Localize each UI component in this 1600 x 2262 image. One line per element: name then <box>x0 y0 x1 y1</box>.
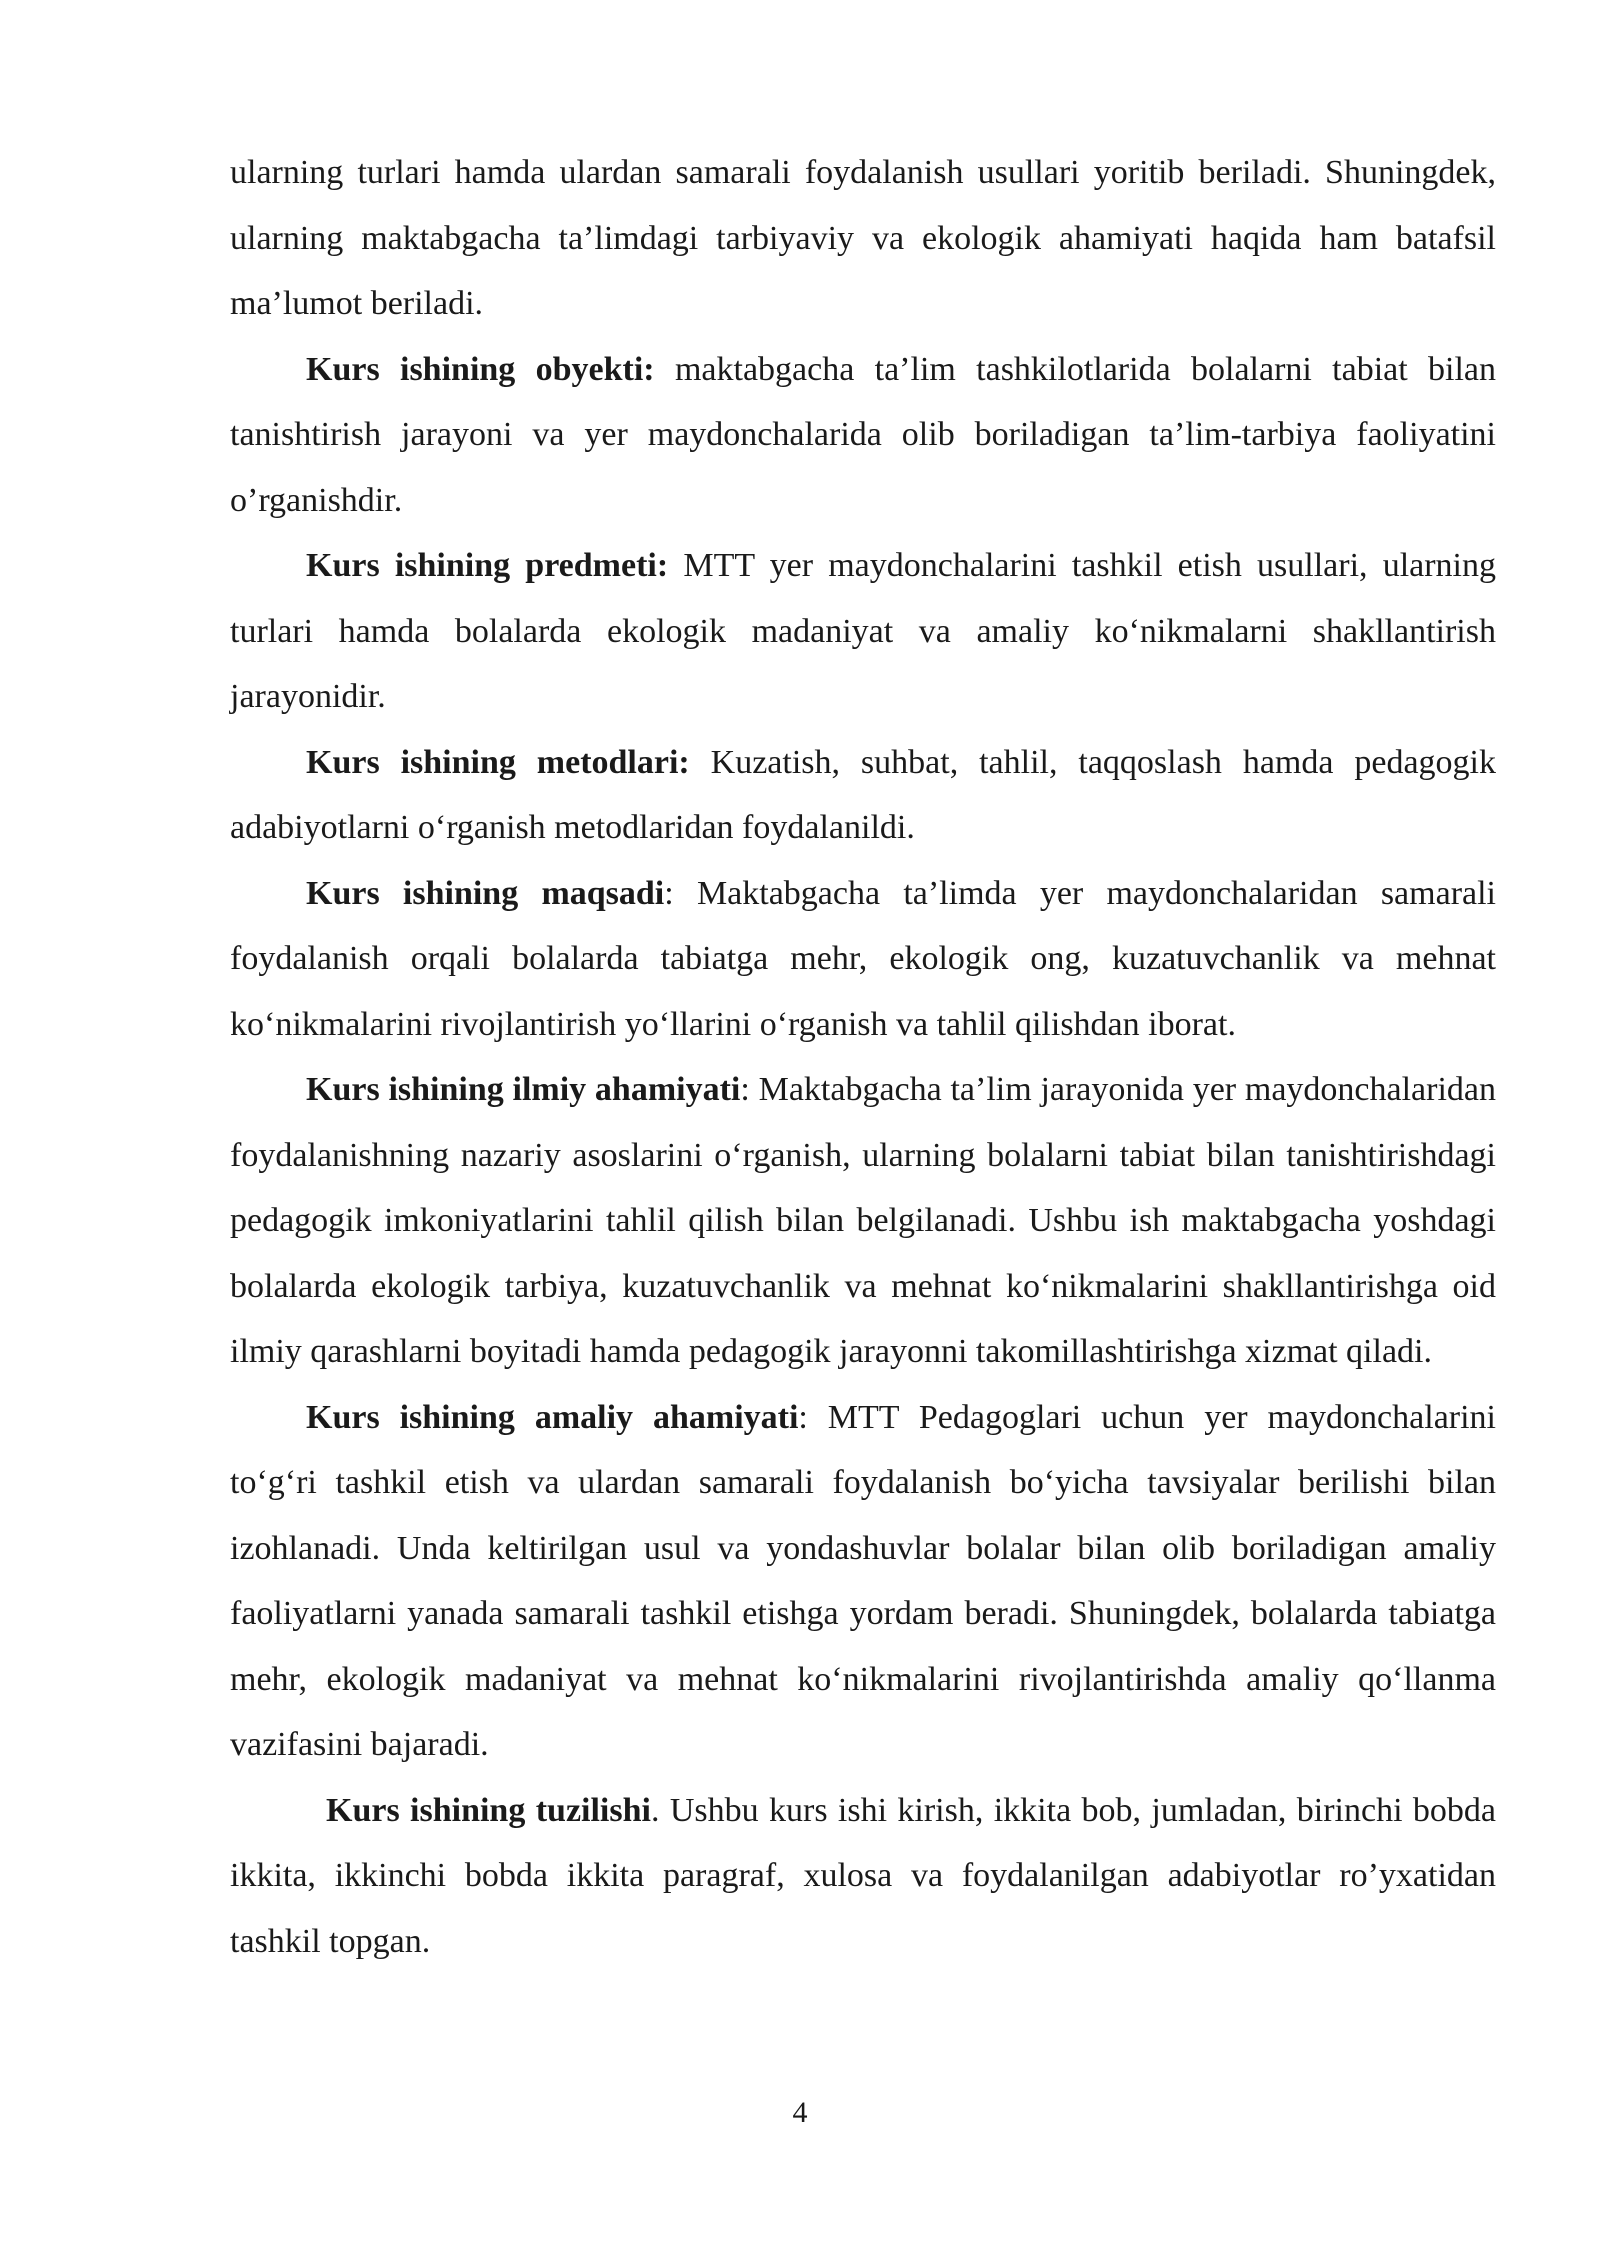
paragraph-heading: Kurs ishining tuzilishi <box>326 1791 651 1829</box>
paragraph-scientific-significance <box>230 1057 1496 1385</box>
paragraph-heading: Kurs ishining ilmiy ahamiyati <box>306 1071 741 1108</box>
paragraph-heading: Kurs ishining metodlari: <box>306 743 690 781</box>
paragraph-separator: . <box>650 1791 660 1829</box>
paragraph-heading: Kurs ishining amaliy ahamiyati <box>306 1398 799 1436</box>
paragraph-goal <box>230 861 1496 1058</box>
paragraph-methods <box>230 730 1496 861</box>
paragraph-separator: : <box>798 1398 808 1436</box>
paragraph-structure <box>230 1778 1496 1975</box>
paragraph-text: MTT yer maydonchalarini tashkil etish usullari, ularning turlari hamda bolalarda ekologik madaniyat va amaliy koʻnikmalarni shakllantirish jarayonidir. <box>230 547 1496 715</box>
paragraph-separator: : <box>664 874 674 912</box>
paragraph-heading: Kurs ishining obyekti: <box>306 350 655 388</box>
paragraph-object <box>230 337 1496 534</box>
paragraph-separator: : <box>740 1071 750 1108</box>
paragraph-subject <box>230 533 1496 730</box>
paragraph-heading: Kurs ishining predmeti: <box>306 547 669 584</box>
paragraph-practical-significance <box>230 1385 1496 1778</box>
page-number: 4 <box>792 2096 808 2129</box>
paragraph-intro-continuation <box>230 140 1496 337</box>
paragraph-text: Maktabgacha ta’limda yer maydonchalaridan samarali foydalanish orqali bolalarda tabiatga mehr, ekologik ong, kuzatuvchanlik va mehnat koʻnikmalarini rivojlantirish yoʻllarini oʻrganish va tahlil qilishdan iborat. <box>230 874 1496 1043</box>
document-page <box>230 140 1496 1974</box>
paragraph-heading: Kurs ishining maqsadi <box>306 874 665 912</box>
paragraph-text: Kuzatish, suhbat, tahlil, taqqoslash hamda pedagogik adabiyotlarni oʻrganish metodlaridan foydalanildi. <box>230 743 1496 846</box>
paragraph-text: ularning turlari hamda ulardan samarali foydalanish usullari yoritib beriladi. Shuningdek, ularning maktabgacha ta’limdagi tarbiyaviy va ekologik ahamiyati haqida ham batafsil ma’lumot beriladi. <box>230 154 1496 322</box>
paragraph-text: Ushbu kurs ishi kirish, ikkita bob, jumladan, birinchi bobda ikkita, ikkinchi bobda ikkita paragraf, xulosa va foydalanilgan adabiyotlar ro’yxatidan tashkil topgan. <box>230 1791 1496 1960</box>
paragraph-text: Maktabgacha ta’lim jarayonida yer maydonchalaridan foydalanishning nazariy asoslarini oʻrganish, ularning bolalarni tabiat bilan tanishtirishdagi pedagogik imkoniyatlarini tahlil qilish bilan belgilanadi. Ushbu ish maktabgacha yoshdagi bolalarda ekologik tarbiya, kuzatuvchanlik va mehnat koʻnikmalarini shakllantirishga oid ilmiy qarashlarni boyitadi hamda pedagogik jarayonni takomillashtirishga xizmat qiladi. <box>230 1071 1496 1370</box>
paragraph-text: maktabgacha ta’lim tashkilotlarida bolalarni tabiat bilan tanishtirish jarayoni va yer maydonchalarida olib boriladigan ta’lim-tarbiya faoliyatini o’rganishdir. <box>230 350 1496 519</box>
paragraph-text: MTT Pedagoglari uchun yer maydonchalarini toʻgʻri tashkil etish va ulardan samarali foydalanish boʻyicha tavsiyalar berilishi bilan izohlanadi. Unda keltirilgan usul va yondashuvlar bolalar bilan olib boriladigan amaliy faoliyatlarni yanada samarali tashkil etishga yordam beradi. Shuningdek, bolalarda tabiatga mehr, ekologik madaniyat va mehnat koʻnikmalarini rivojlantirishda amaliy qoʻllanma vazifasini bajaradi. <box>230 1398 1496 1763</box>
